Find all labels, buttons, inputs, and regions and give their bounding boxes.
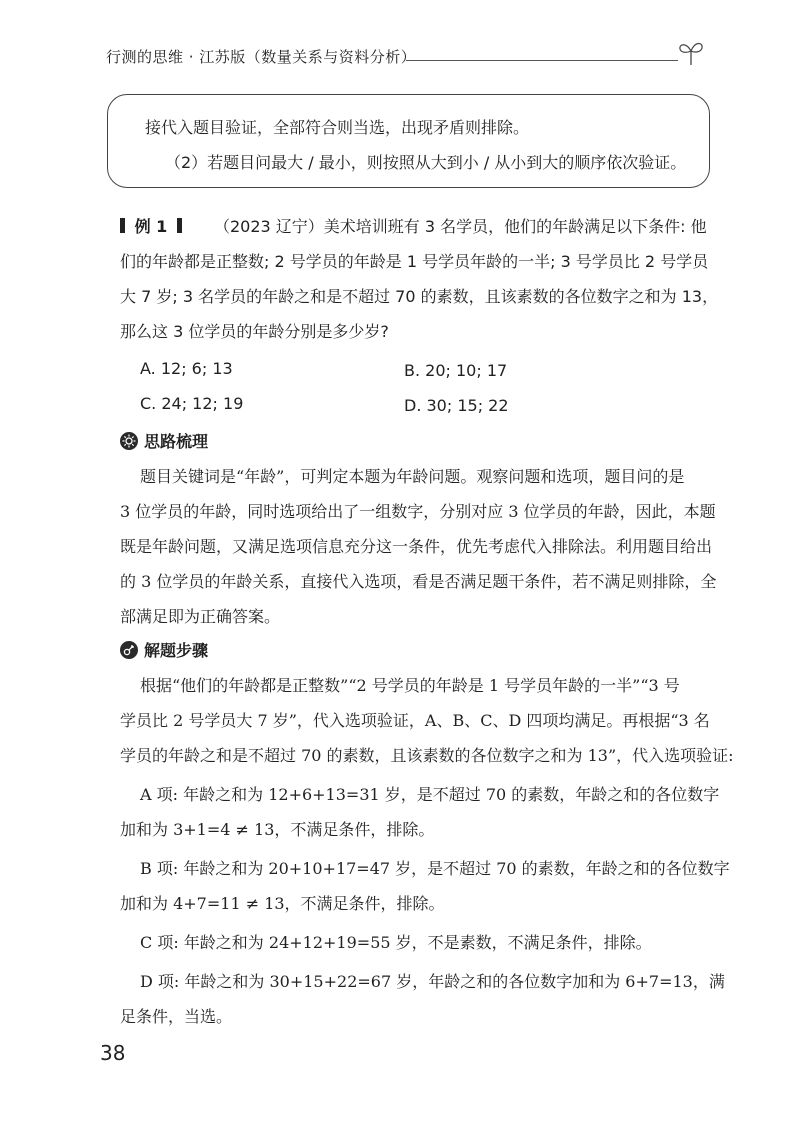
analysis-line-1: 题目关键词是“年龄”，可判定本题为年龄问题。观察问题和选项，题目问的是 bbox=[140, 467, 685, 486]
solution-heading-text: 解题步骤 bbox=[144, 641, 209, 660]
sun-icon bbox=[120, 432, 138, 450]
analysis-line-2: 3 位学员的年龄，同时选项给出了一组数字，分别对应 3 位学员的年龄，因此，本题 bbox=[120, 502, 716, 521]
analysis-heading bbox=[120, 429, 208, 452]
solution-heading bbox=[120, 638, 208, 661]
question-line-3: 大 7 岁; 3 名学员的年龄之和是不超过 70 的素数，且该素数的各位数字之和为 13， bbox=[120, 287, 719, 306]
solution-line-a2: 加和为 3+1=4 ≠ 13，不满足条件，排除。 bbox=[120, 820, 435, 839]
solution-line-b2: 加和为 4+7=11 ≠ 13，不满足条件，排除。 bbox=[120, 894, 445, 913]
option-d: D. 30; 15; 22 bbox=[404, 396, 509, 415]
note-line-1: 接代入题目验证，全部符合则当选，出现矛盾则排除。 bbox=[145, 118, 530, 137]
option-b: B. 20; 10; 17 bbox=[404, 361, 508, 380]
note-line-2: （2）若题目问最大 / 最小，则按照从大到小 / 从小到大的顺序依次验证。 bbox=[165, 153, 687, 172]
solution-line-d2: 足条件，当选。 bbox=[120, 1007, 233, 1026]
solution-line-1: 根据“他们的年龄都是正整数”“2 号学员的年龄是 1 号学员年龄的一半”“3 号 bbox=[140, 676, 680, 695]
analysis-heading-text: 思路梳理 bbox=[144, 432, 209, 451]
page-number: 38 bbox=[100, 1041, 126, 1065]
option-c: C. 24; 12; 19 bbox=[140, 394, 244, 413]
key-icon bbox=[120, 641, 138, 659]
solution-line-2: 学员比 2 号学员大 7 岁”，代入选项验证，A、B、C、D 四项均满足。再根据“3 名 bbox=[120, 711, 710, 730]
question-line-1: （2023 辽宁）美术培训班有 3 名学员，他们的年龄满足以下条件: 他 bbox=[214, 217, 707, 236]
method-note-box bbox=[107, 94, 710, 188]
example-marker-right bbox=[177, 218, 182, 233]
solution-line-3: 学员的年龄之和是不超过 70 的素数，且该素数的各位数字之和为 13”，代入选项验证: bbox=[120, 746, 734, 765]
solution-line-a1: A 项: 年龄之和为 12+6+13=31 岁，是不超过 70 的素数，年龄之和的各位数字 bbox=[140, 785, 720, 804]
sprout-icon bbox=[676, 38, 706, 66]
option-a: A. 12; 6; 13 bbox=[140, 359, 233, 378]
running-header-title: 行测的思维 · 江苏版（数量关系与资料分析） bbox=[106, 48, 417, 66]
analysis-line-4: 的 3 位学员的年龄关系，直接代入选项，看是否满足题干条件，若不满足则排除，全 bbox=[120, 572, 717, 591]
question-line-2: 们的年龄都是正整数; 2 号学员的年龄是 1 号学员年龄的一半; 3 号学员比 2 号学员 bbox=[120, 252, 709, 271]
solution-line-d1: D 项: 年龄之和为 30+15+22=67 岁，年龄之和的各位数字加和为 6+7=13，满 bbox=[140, 972, 725, 991]
example-label bbox=[120, 214, 182, 237]
solution-line-c: C 项: 年龄之和为 24+12+19=55 岁，不是素数，不满足条件，排除。 bbox=[140, 933, 652, 952]
example-number: 例 1 bbox=[134, 217, 168, 236]
solution-line-b1: B 项: 年龄之和为 20+10+17=47 岁，是不超过 70 的素数，年龄之和的各位数字 bbox=[140, 859, 730, 878]
header-rule bbox=[406, 60, 678, 61]
question-line-4: 那么这 3 位学员的年龄分别是多少岁? bbox=[120, 322, 389, 341]
analysis-line-3: 既是年龄问题，又满足选项信息充分这一条件，优先考虑代入排除法。利用题目给出 bbox=[120, 537, 713, 556]
example-marker-left bbox=[120, 218, 125, 233]
analysis-line-5: 部满足即为正确答案。 bbox=[120, 607, 281, 626]
